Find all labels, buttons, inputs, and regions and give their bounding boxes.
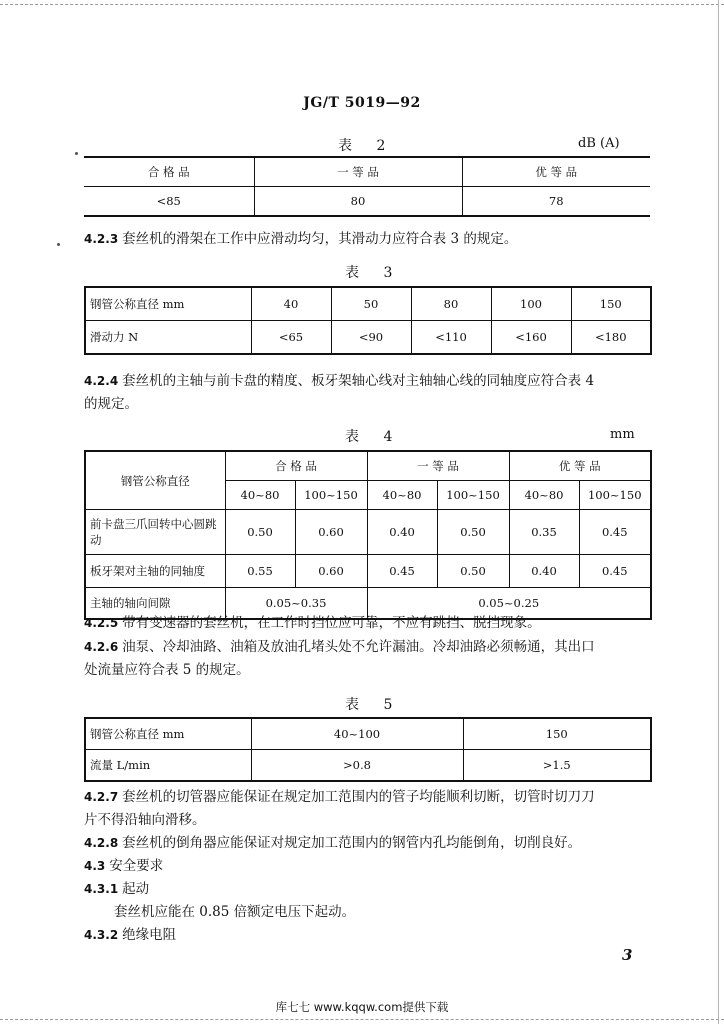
grade-header: 一 等 品 — [367, 451, 509, 481]
table-cell: 0.50 — [225, 510, 295, 555]
clause-number: 4.2.7 — [84, 790, 119, 804]
row-label: 流量 L/min — [85, 750, 251, 782]
clause-number: 4.2.5 — [84, 616, 119, 630]
table-cell: 40 — [251, 287, 331, 321]
clause-4-2-3 — [84, 228, 517, 251]
range-header: 100~150 — [437, 481, 509, 510]
table-cell: 0.45 — [579, 510, 651, 555]
range-header: 40~80 — [367, 481, 437, 510]
table5-caption: 表 5 — [345, 697, 403, 713]
clause-4-3-1-body: 套丝机应能在 0.85 倍额定电压下起动。 — [114, 904, 356, 920]
clause-text: 油泵、冷却油路、油箱及放油孔堵头处不允许漏油。冷却油路必须畅通，其出口 — [122, 639, 595, 655]
clause-text: 套丝机的倒角器应能保证对规定加工范围内的钢管内孔均能倒角，切削良好。 — [122, 835, 582, 851]
table-row — [84, 157, 650, 187]
table-cell: <85 — [84, 187, 254, 217]
table2-caption: 表 2 — [338, 138, 396, 154]
row-label: 主轴的轴向间隙 — [85, 588, 225, 620]
table2 — [84, 156, 650, 217]
clause-text: 套丝机的切管器应能保证在规定加工范围内的管子均能顺利切断，切管时切刀刀 — [122, 789, 595, 805]
table4 — [84, 450, 652, 620]
download-footer: 库七七 www.kqqw.com提供下载 — [275, 1000, 449, 1014]
table5 — [84, 717, 652, 782]
table-cell: 0.05~0.35 — [225, 588, 367, 620]
table-cell: 100 — [491, 287, 571, 321]
table-header-cell: 合 格 品 — [147, 165, 190, 179]
table-row — [85, 750, 651, 782]
table4-unit: mm — [610, 427, 635, 442]
clause-text: 套丝机的主轴与前卡盘的精度、板牙架轴心线对主轴轴心线的同轴度应符合表 4 — [122, 373, 595, 389]
page-header: JG/T 5019—92 — [303, 95, 421, 111]
table-cell: <90 — [331, 321, 411, 355]
clause-number: 4.2.6 — [84, 640, 119, 654]
table3-caption: 表 3 — [345, 265, 403, 281]
clause-number: 4.2.3 — [84, 232, 119, 246]
clause-number: 4.3.2 — [84, 928, 119, 942]
table-cell: 0.60 — [295, 510, 367, 555]
table-header-cell: 优 等 品 — [462, 157, 650, 187]
table-row — [85, 321, 651, 355]
table-cell: 150 — [571, 287, 651, 321]
scan-speck — [75, 152, 78, 155]
row-label: 钢管公称直径 mm — [85, 718, 251, 750]
table-cell: 40~100 — [251, 718, 463, 750]
clause-number: 4.3.1 — [84, 882, 119, 896]
range-header: 100~150 — [579, 481, 651, 510]
table-row — [85, 287, 651, 321]
clause-4-2-5 — [84, 612, 541, 635]
table-header-cell: 一 等 品 — [254, 157, 462, 187]
table4-caption: 表 4 — [345, 429, 403, 445]
clause-title: 起动 — [122, 881, 150, 897]
range-header: 40~80 — [509, 481, 579, 510]
clause-title: 绝缘电阻 — [122, 927, 177, 943]
grade-header: 合 格 品 — [225, 451, 367, 481]
clause-text: 套丝机的滑架在工作中应滑动均匀，其滑动力应符合表 3 的规定。 — [122, 231, 518, 247]
table-cell: 0.55 — [225, 555, 295, 588]
table3 — [84, 286, 652, 355]
table-cell: 50 — [331, 287, 411, 321]
clause-number: 4.2.4 — [84, 374, 119, 388]
row-label: 钢管公称直径 mm — [85, 287, 251, 321]
clause-number: 4.2.8 — [84, 836, 119, 850]
scan-edge-right — [718, 0, 719, 1024]
clause-text: 带有变速器的套丝机，在工作时挡位应可靠，不应有跳挡、脱挡现象。 — [122, 615, 541, 631]
table-cell: >0.8 — [251, 750, 463, 782]
table-cell: 0.35 — [509, 510, 579, 555]
table-cell: 0.40 — [509, 555, 579, 588]
range-header: 40~80 — [225, 481, 295, 510]
scan-edge-bottom — [0, 1019, 724, 1020]
table-cell: 0.45 — [579, 555, 651, 588]
clause-4-3-2 — [84, 924, 176, 947]
table-cell: 78 — [462, 187, 650, 217]
table-corner-header: 钢管公称直径 — [85, 451, 225, 510]
table-row — [85, 510, 651, 555]
clause-4-2-8 — [84, 832, 581, 855]
table-cell: <180 — [571, 321, 651, 355]
scan-speck — [57, 243, 60, 246]
page-number: 3 — [622, 946, 633, 964]
table-row — [85, 555, 651, 588]
scan-edge-top — [0, 4, 724, 5]
table-cell: 0.50 — [437, 555, 509, 588]
clause-4-3-1 — [84, 878, 149, 901]
table-cell: 80 — [254, 187, 462, 217]
row-label: 板牙架对主轴的同轴度 — [85, 555, 225, 588]
clause-4-2-4 — [84, 370, 652, 416]
clause-4-2-6 — [84, 636, 652, 682]
table-row — [84, 187, 650, 217]
table2-unit: dB (A) — [578, 136, 620, 151]
row-label: 前卡盘三爪回转中心圆跳动 — [85, 510, 225, 555]
section-4-3 — [84, 855, 163, 878]
clause-text-continued: 片不得沿轴向滑移。 — [84, 812, 206, 828]
table-row — [85, 451, 651, 481]
clause-4-2-7 — [84, 786, 652, 832]
clause-text-continued: 的规定。 — [84, 396, 138, 412]
clause-text-continued: 处流量应符合表 5 的规定。 — [84, 662, 250, 678]
grade-header: 优 等 品 — [509, 451, 651, 481]
table-cell: <65 — [251, 321, 331, 355]
table-cell: 0.50 — [437, 510, 509, 555]
table-row — [85, 718, 651, 750]
table-cell: 80 — [411, 287, 491, 321]
section-title: 安全要求 — [109, 858, 164, 874]
table-cell: 0.05~0.25 — [367, 588, 651, 620]
table-cell: 0.60 — [295, 555, 367, 588]
table-cell: >1.5 — [463, 750, 651, 782]
section-number: 4.3 — [84, 859, 106, 873]
table-cell: 0.45 — [367, 555, 437, 588]
table-cell: <160 — [491, 321, 571, 355]
range-header: 100~150 — [295, 481, 367, 510]
table-cell: 150 — [463, 718, 651, 750]
table-cell: <110 — [411, 321, 491, 355]
table-cell: 0.40 — [367, 510, 437, 555]
row-label: 滑动力 N — [85, 321, 251, 355]
